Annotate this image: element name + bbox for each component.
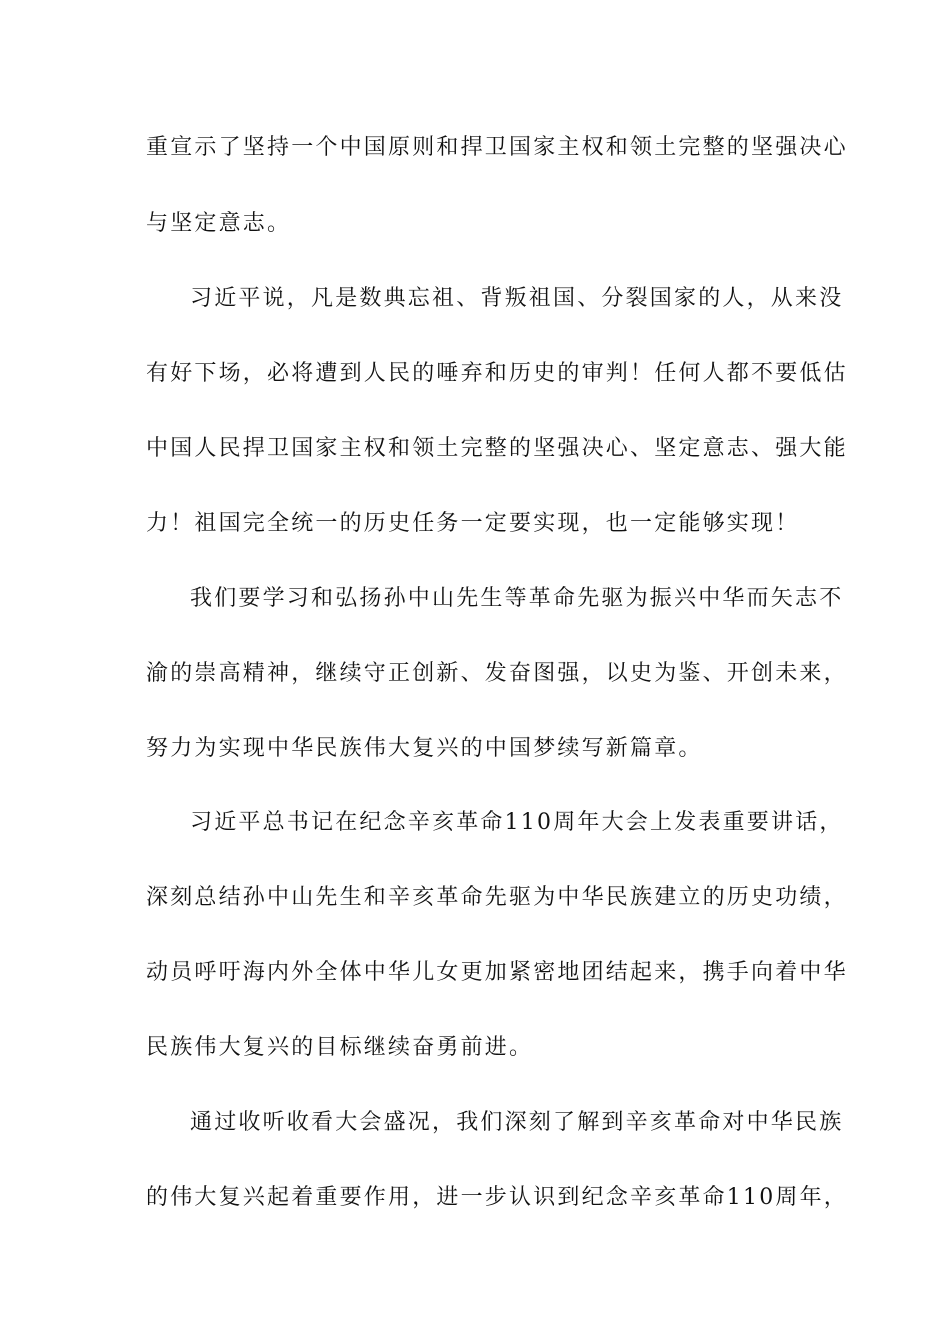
paragraph-first-line: 我们要学习和弘扬孙中山先生等革命先驱为振兴中华而矢志不 xyxy=(190,586,844,611)
paragraph-first-line: 通过收听收看大会盛况，我们深刻了解到辛亥革命对中华民族 xyxy=(190,1110,844,1135)
text-line: 动员呼吁海内外全体中华儿女更加紧密地团结起来，携手向着中华 xyxy=(146,960,848,985)
text-line: 与坚定意志。 xyxy=(146,211,292,236)
paragraph-first-line: 习近平说，凡是数典忘祖、背叛祖国、分裂国家的人，从来没 xyxy=(190,286,844,311)
text-line: 渝的崇高精神，继续守正创新、发奋图强，以史为鉴、开创未来， xyxy=(146,661,848,686)
text-line: 有好下场，必将遭到人民的唾弃和历史的审判！任何人都不要低估 xyxy=(146,361,848,386)
text-line: 努力为实现中华民族伟大复兴的中国梦续写新篇章。 xyxy=(146,736,703,761)
paragraph-first-line: 习近平总书记在纪念辛亥革命110周年大会上发表重要讲话， xyxy=(190,810,844,835)
text-line: 的伟大复兴起着重要作用，进一步认识到纪念辛亥革命110周年， xyxy=(146,1185,848,1210)
text-line: 民族伟大复兴的目标继续奋勇前进。 xyxy=(146,1035,534,1060)
text-line: 重宣示了坚持一个中国原则和捍卫国家主权和领土完整的坚强决心 xyxy=(146,135,848,160)
text-line: 深刻总结孙中山先生和辛亥革命先驱为中华民族建立的历史功绩， xyxy=(146,885,848,910)
text-line: 力！祖国完全统一的历史任务一定要实现，也一定能够实现！ xyxy=(146,511,800,536)
text-line: 中国人民捍卫国家主权和领土完整的坚强决心、坚定意志、强大能 xyxy=(146,436,848,461)
